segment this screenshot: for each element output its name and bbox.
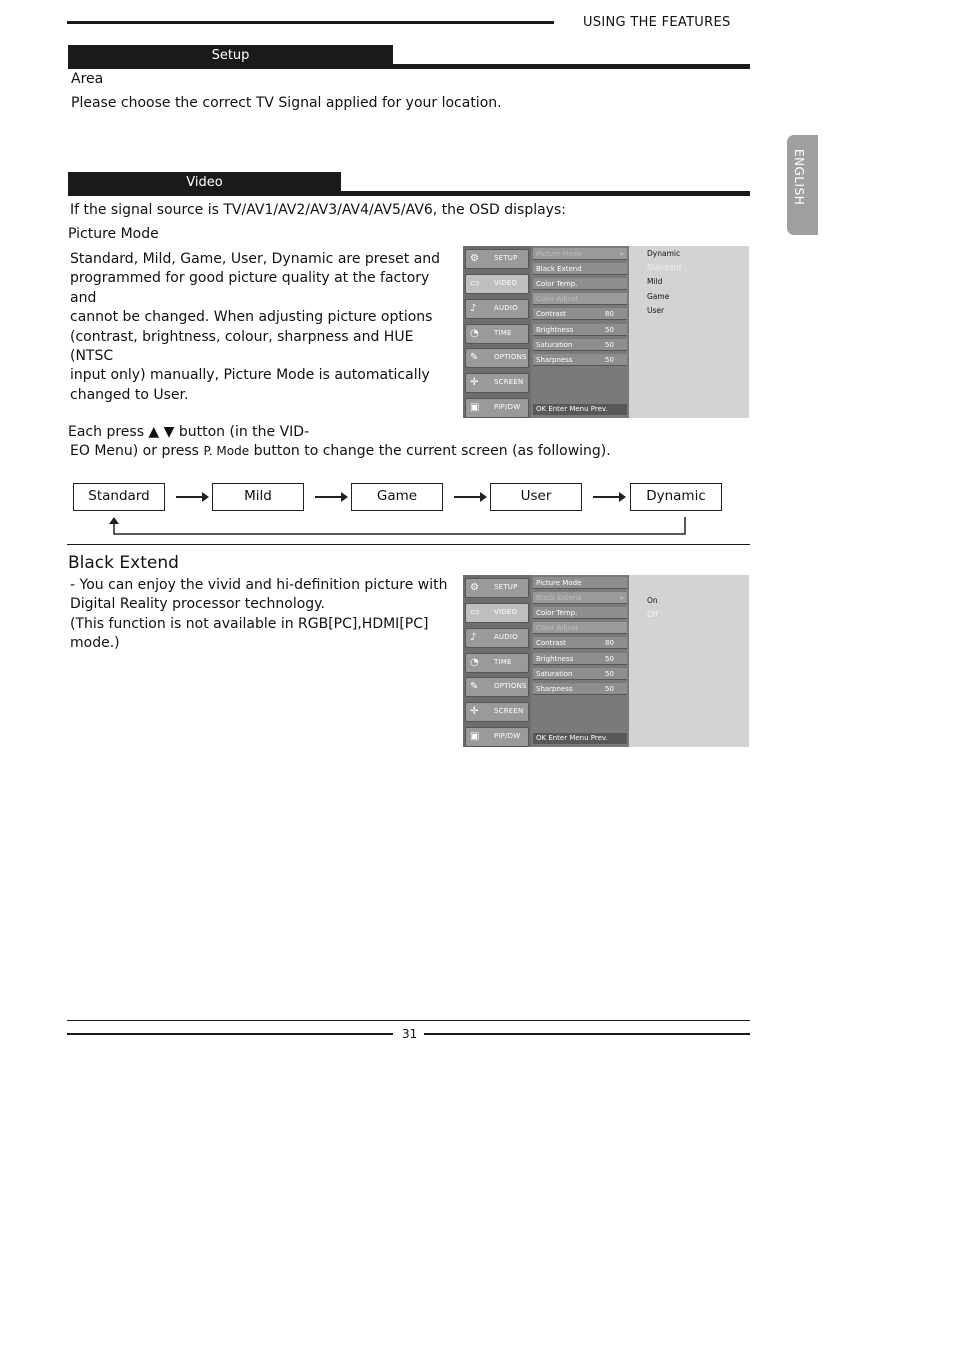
osd-item-sharpness [533,354,627,366]
osd-item-label: Color Adjust [536,624,579,632]
note-icon: ♪ [470,303,477,314]
black-extend-line: mode.) [70,635,120,652]
black-extend-line: - You can enjoy the vivid and hi-definition picture with [70,577,448,593]
osd-item-label: Color Temp. [536,609,578,617]
chevron-right-icon: ▸ [620,594,624,602]
osd-tab-options [465,348,529,368]
osd-tab-label: AUDIO [494,304,518,312]
osd-black-extend-screenshot [463,575,749,747]
osd-tab-label: AUDIO [494,633,518,641]
black-extend-title: Black Extend [68,553,179,573]
flow-box-user: User [490,483,582,511]
osd-tab-video [465,274,529,294]
osd-item-picture-mode [533,577,627,589]
osd-item-label: Sharpness [536,356,573,364]
osd-item-value: 50 [605,341,614,349]
picture-mode-description [70,250,450,405]
black-extend-description [70,576,450,654]
osd-tab-setup [465,249,529,269]
osd-item-value: 50 [605,685,614,693]
header-rule [67,21,554,24]
osd-tab-time [465,653,529,673]
video-intro: If the signal source is TV/AV1/AV2/AV3/AV4/AV5/AV6, the OSD displays: [70,202,566,218]
osd-tab-label: TIME [494,658,512,666]
osd-item-black-extend [533,263,627,275]
osd-item-picture-mode [533,248,627,260]
osd-item-label: Saturation [536,341,573,349]
black-extend-line: (This function is not available in RGB[PC],HDMI[PC] [70,615,429,632]
press-instruction-text: button to change the current screen (as following). [253,443,611,459]
setup-section-rule [68,64,750,69]
osd-option-panel [629,575,749,747]
clock-icon: ◔ [470,657,479,668]
osd-item-contrast [533,637,627,649]
osd-item-value: 50 [605,326,614,334]
osd-tab-pip [465,727,529,747]
osd-option-game: Game [647,292,670,301]
osd-item-color-adjust [533,293,627,305]
picture-mode-label: Picture Mode [68,226,159,242]
screen-adjust-icon: ✛ [470,706,479,717]
osd-item-label: Picture Mode [536,250,582,258]
picture-mode-line: programmed for good picture quality at the factory and [70,270,430,306]
osd-item-sharpness [533,683,627,695]
footer-rule-left [67,1033,393,1035]
language-tab-label: ENGLISH [792,149,806,206]
osd-tab-label: PIP/DW [494,403,521,411]
options-icon: ✎ [470,681,479,692]
osd-tab-audio [465,628,529,648]
osd-tab-label: SETUP [494,254,518,262]
osd-item-value: 50 [605,670,614,678]
flow-box-dynamic: Dynamic [630,483,722,511]
flow-arrow [315,496,342,498]
osd-item-color-temp [533,278,627,290]
flow-arrow [593,496,620,498]
osd-item-contrast [533,308,627,320]
picture-mode-line: changed to User. [70,386,189,403]
osd-tab-label: VIDEO [494,608,518,616]
osd-tab-setup [465,578,529,598]
footer-rule-right [424,1033,750,1035]
black-extend-line: Digital Reality processor technology. [70,596,325,613]
area-description: Please choose the correct TV Signal applied for your location. [71,95,502,111]
osd-item-label: Brightness [536,655,574,663]
flow-box-game: Game [351,483,443,511]
picture-mode-line: input only) manually, Picture Mode is automatically [70,367,430,384]
osd-tab-audio [465,299,529,319]
screen-icon: ▭ [470,607,480,618]
osd-item-value: 80 [605,310,614,318]
picture-mode-line: (contrast, brightness, colour, sharpness and HUE (NTSC [70,328,414,365]
osd-item-value: 80 [605,639,614,647]
press-instruction-text: EO Menu) or press [70,443,199,459]
note-icon: ♪ [470,632,477,643]
osd-tab-label: SETUP [494,583,518,591]
flow-arrow [176,496,203,498]
osd-tab-pip [465,398,529,418]
osd-footer-hint: OK Enter Menu Prev. [533,404,627,415]
osd-item-label: Color Adjust [536,295,579,303]
osd-tab-label: SCREEN [494,378,524,386]
osd-item-column [531,575,629,747]
press-instruction-line-1: Each press ▲ ▼ button (in the VID- [68,424,310,440]
chevron-right-icon: ▸ [620,250,624,258]
osd-option-mild: Mild [647,277,663,286]
osd-item-saturation [533,339,627,351]
osd-option-dynamic: Dynamic [647,249,681,258]
gear-icon: ⚙ [470,582,479,593]
osd-tab-time [465,324,529,344]
picture-mode-line: Standard, Mild, Game, User, Dynamic are preset and [70,251,441,267]
osd-item-label: Saturation [536,670,573,678]
pmode-key-label: P. Mode [203,444,250,458]
header-section-title: USING THE FEATURES [583,15,731,30]
flow-arrow [454,496,481,498]
osd-item-label: Color Temp. [536,280,578,288]
section-divider [67,544,750,545]
flow-box-mild: Mild [212,483,304,511]
osd-tab-column [463,575,531,747]
osd-option-panel [629,246,749,418]
area-label: Area [71,71,104,87]
osd-item-saturation [533,668,627,680]
osd-item-label: Black Extend [536,594,582,602]
osd-item-brightness [533,324,627,336]
pip-icon: ▣ [470,402,480,413]
osd-option-standard: Standard [647,263,682,272]
options-icon: ✎ [470,352,479,363]
footer-top-rule [67,1020,750,1021]
setup-section-title: Setup [68,45,393,66]
gear-icon: ⚙ [470,253,479,264]
osd-item-color-temp [533,607,627,619]
setup-section-bar [68,45,750,69]
osd-footer-hint: OK Enter Menu Prev. [533,733,627,744]
osd-item-label: Sharpness [536,685,573,693]
osd-item-column [531,246,629,418]
osd-item-label: Contrast [536,310,566,318]
clock-icon: ◔ [470,328,479,339]
osd-picture-mode-screenshot [463,246,749,418]
language-tab [787,135,818,235]
osd-item-label: Contrast [536,639,566,647]
osd-tab-label: TIME [494,329,512,337]
osd-tab-label: VIDEO [494,279,518,287]
osd-item-black-extend [533,592,627,604]
video-section-rule [68,191,750,196]
flow-box-standard: Standard [73,483,165,511]
osd-tab-video [465,603,529,623]
osd-tab-column [463,246,531,418]
osd-option-off: Off [647,610,659,619]
osd-item-brightness [533,653,627,665]
osd-tab-screen [465,373,529,393]
press-instruction-line-2 [70,442,611,461]
video-section-bar [68,172,750,196]
osd-tab-screen [465,702,529,722]
screen-adjust-icon: ✛ [470,377,479,388]
osd-tab-label: OPTIONS [494,682,527,690]
osd-item-value: 50 [605,655,614,663]
osd-item-value: 50 [605,356,614,364]
osd-option-on: On [647,596,658,605]
osd-item-label: Picture Mode [536,579,582,587]
osd-tab-label: PIP/DW [494,732,521,740]
screen-icon: ▭ [470,278,480,289]
osd-item-label: Brightness [536,326,574,334]
osd-tab-label: SCREEN [494,707,524,715]
osd-tab-options [465,677,529,697]
osd-item-color-adjust [533,622,627,634]
osd-tab-label: OPTIONS [494,353,527,361]
page-number: 31 [402,1027,418,1041]
osd-item-label: Black Extend [536,265,582,273]
picture-mode-line: cannot be changed. When adjusting picture options [70,309,433,326]
video-section-title: Video [68,172,341,193]
osd-option-user: User [647,306,665,315]
flow-return-arrow [100,515,700,537]
pip-icon: ▣ [470,731,480,742]
